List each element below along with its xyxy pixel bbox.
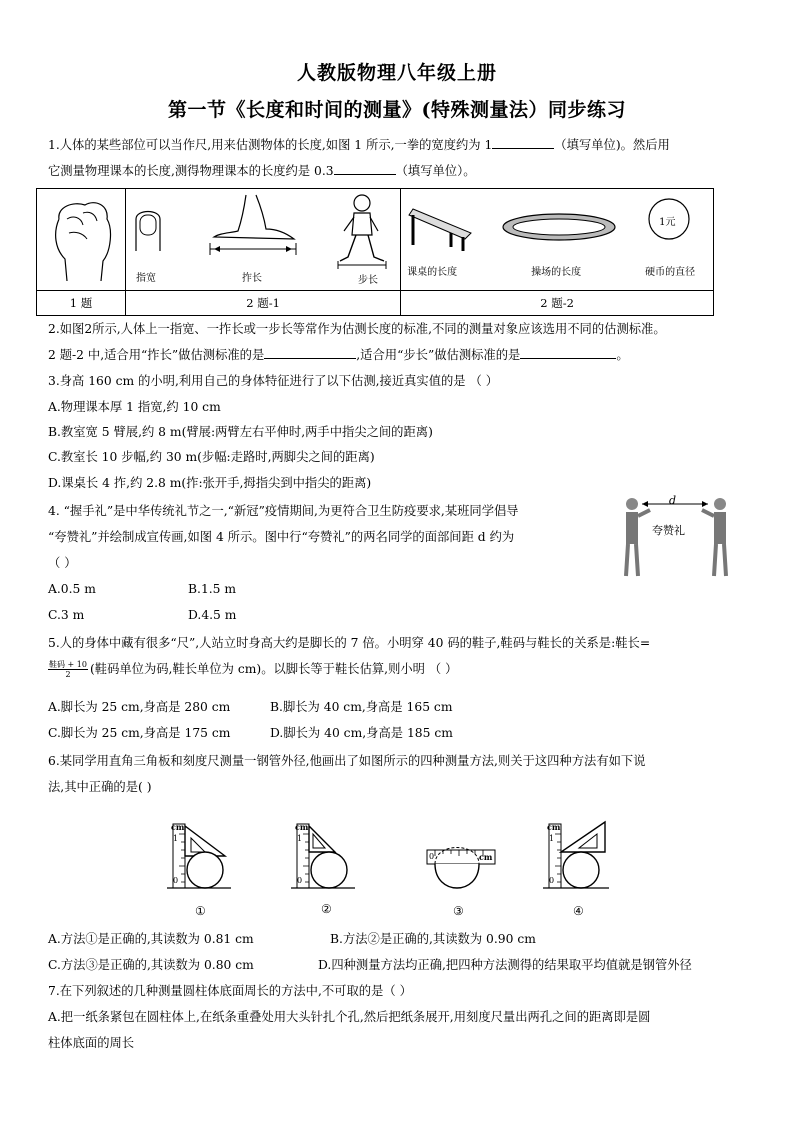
page-subtitle: 第一节《长度和时间的测量》(特殊测量法）同步练习 [168, 99, 626, 121]
q5-option-b: B.脚长为 40 cm,身高是 165 cm [270, 700, 453, 714]
hand-span-icon [210, 195, 296, 255]
label-q1: 1 题 [37, 291, 126, 316]
method-2-label: ② [321, 902, 332, 916]
method-3-ruler-zero: 0 [429, 852, 435, 861]
caption-hand-span: 拃长 [242, 273, 262, 284]
q1-blank-2 [334, 162, 396, 175]
q6-option-d: D.四种测量方法均正确,把四种方法测得的结果取平均值就是钢管外径 [318, 958, 692, 972]
finger-width-icon [136, 212, 160, 252]
q1-line1 [48, 136, 670, 154]
q4-option-a: A.0.5 m [48, 582, 96, 596]
q1-blank-1 [492, 136, 554, 149]
distance-d-label: d [669, 494, 677, 507]
q4-option-d: D.4.5 m [188, 608, 237, 622]
q4-option-c: C.3 m [48, 608, 85, 622]
caption-finger-width: 指宽 [136, 273, 156, 284]
q3-option-c: C.教室长 10 步幅,约 30 m(步幅:走路时,两脚尖之间的距离) [48, 450, 375, 464]
shoe-formula-fraction [48, 660, 88, 679]
caption-coin-diameter: 硬币的直径 [645, 267, 696, 278]
walking-person-icon [338, 195, 386, 269]
method-2-ruler-unit: cm [295, 822, 309, 832]
q5-option-c: C.脚长为 25 cm,身高是 175 cm [48, 726, 231, 740]
body-ruler-figure-cell [126, 189, 401, 291]
q5-line1: 5.人的身体中藏有很多“尺”,人站立时身高大约是脚长的 7 倍。小明穿 40 码的鞋子,鞋码与鞋长的关系是:鞋长= [48, 636, 651, 650]
fraction-denominator: 2 [65, 670, 71, 679]
page-title: 人教版物理八年级上册 [296, 62, 497, 84]
person-left-icon [626, 498, 650, 576]
q2-text-b: ,适合用“步长”做估测标准的是 [356, 348, 521, 362]
q2-text-c: 。 [616, 348, 629, 362]
method-1-label: ① [195, 904, 206, 918]
q6-line1: 6.某同学用直角三角板和刻度尺测量一钢管外径,他画出了如图所示的四种测量方法,则关于这四种方法有如下说 [48, 754, 646, 768]
desk-icon [409, 209, 471, 251]
person-right-icon [702, 498, 726, 576]
method-1-ruler-unit: cm [171, 822, 185, 832]
q3-option-a: A.物理课本厚 1 指宽,约 10 cm [48, 400, 221, 414]
q2-line1: 2.如图2所示,人体上一指宽、一拃长或一步长等常作为估测长度的标准,不同的测量对象应该选用不同的估测标准。 [48, 322, 666, 336]
label-q2-2: 2 题-2 [401, 291, 714, 316]
q2-blank-1 [264, 346, 356, 359]
q2-blank-2 [520, 346, 616, 359]
q3-option-d: D.课桌长 4 拃,约 2.8 m(拃:张开手,拇指尖到中指尖的距离) [48, 476, 372, 490]
q5-option-a: A.脚长为 25 cm,身高是 280 cm [48, 700, 231, 714]
q1-line2 [48, 162, 476, 180]
playground-icon [503, 214, 615, 240]
q2-text-a: 2 题-2 中,适合用“拃长”做估测标准的是 [48, 348, 265, 362]
q6-option-c: C.方法③是正确的,其读数为 0.80 cm [48, 958, 254, 972]
q2-line2 [48, 346, 629, 364]
greeting-label: 夸赞礼 [652, 524, 685, 537]
label-q2-1: 2 题-1 [126, 291, 401, 316]
method-4-ruler-zero: 0 [549, 876, 555, 885]
q6-line2: 法,其中正确的是( ) [48, 780, 152, 794]
method-2-ruler-one: 1 [297, 834, 303, 843]
q6-option-a: A.方法①是正确的,其读数为 0.81 cm [48, 932, 254, 946]
q5-line2 [48, 660, 457, 679]
objects-figure-cell [401, 189, 714, 291]
q4-line1: 4. “握手礼”是中华传统礼节之一,“新冠”疫情期间,为更符合卫生防疫要求,某班同学倡导 [48, 504, 519, 518]
method-1-ruler-one: 1 [173, 834, 179, 843]
q1-text-a: 1.人体的某些部位可以当作尺,用来估测物体的长度,如图 1 所示,一拳的宽度约为 1 [48, 138, 493, 152]
q1-text-b: （填写单位)。然后用 [554, 138, 670, 152]
q3-option-b: B.教室宽 5 臂展,约 8 m(臂展:两臂左右平伸时,两手中指尖之间的距离) [48, 425, 433, 439]
fraction-numerator: 鞋码 + 10 [49, 660, 87, 669]
caption-field-length: 操场的长度 [531, 267, 582, 278]
q7-option-a-line2: 柱体底面的周长 [48, 1036, 135, 1050]
q7-stem: 7.在下列叙述的几种测量圆柱体底面周长的方法中,不可取的是（ ） [48, 984, 412, 998]
figure-table [36, 188, 714, 316]
q6-option-b: B.方法②是正确的,其读数为 0.90 cm [330, 932, 536, 946]
pipe-measurement-figure [165, 812, 615, 922]
q7-option-a-line1: A.把一纸条紧包在圆柱体上,在纸条重叠处用大头针扎个孔,然后把纸条展开,用刻度尺量出两孔之间的距离即是圆 [48, 1010, 651, 1024]
q4-line3: （ ） [48, 556, 77, 570]
coin-face-label: 1元 [659, 217, 676, 228]
fist-icon [37, 189, 125, 287]
method-4-ruler-unit: cm [547, 822, 561, 832]
method-3-label: ③ [453, 904, 464, 918]
q1-text-d: （填写单位）。 [395, 164, 476, 178]
q1-text-c: 它测量物理课本的长度,测得物理课本的长度约是 0.3 [48, 164, 334, 178]
method-3-ruler-unit: cm [479, 852, 493, 862]
q3-stem: 3.身高 160 cm 的小明,利用自己的身体特征进行了以下估测,接近真实值的是 （ ） [48, 374, 499, 388]
method-1-ruler-zero: 0 [173, 876, 179, 885]
q4-line2: “夸赞礼”并绘制成宣传画,如图 4 所示。图中行“夸赞礼”的两名同学的面部间距 d 约为 [48, 530, 515, 544]
q5-text: (鞋码单位为码,鞋长单位为 cm)。以脚长等于鞋长估算,则小明 （ ） [89, 662, 458, 676]
method-2-ruler-zero: 0 [297, 876, 303, 885]
caption-desk-length: 课桌的长度 [407, 267, 458, 278]
caption-step-length: 步长 [358, 275, 378, 286]
q4-option-b: B.1.5 m [188, 582, 237, 596]
q5-option-d: D.脚长为 40 cm,身高是 185 cm [270, 726, 453, 740]
fist-figure-cell [37, 189, 126, 291]
method-4-label: ④ [573, 904, 584, 918]
method-4-ruler-one: 1 [549, 834, 555, 843]
